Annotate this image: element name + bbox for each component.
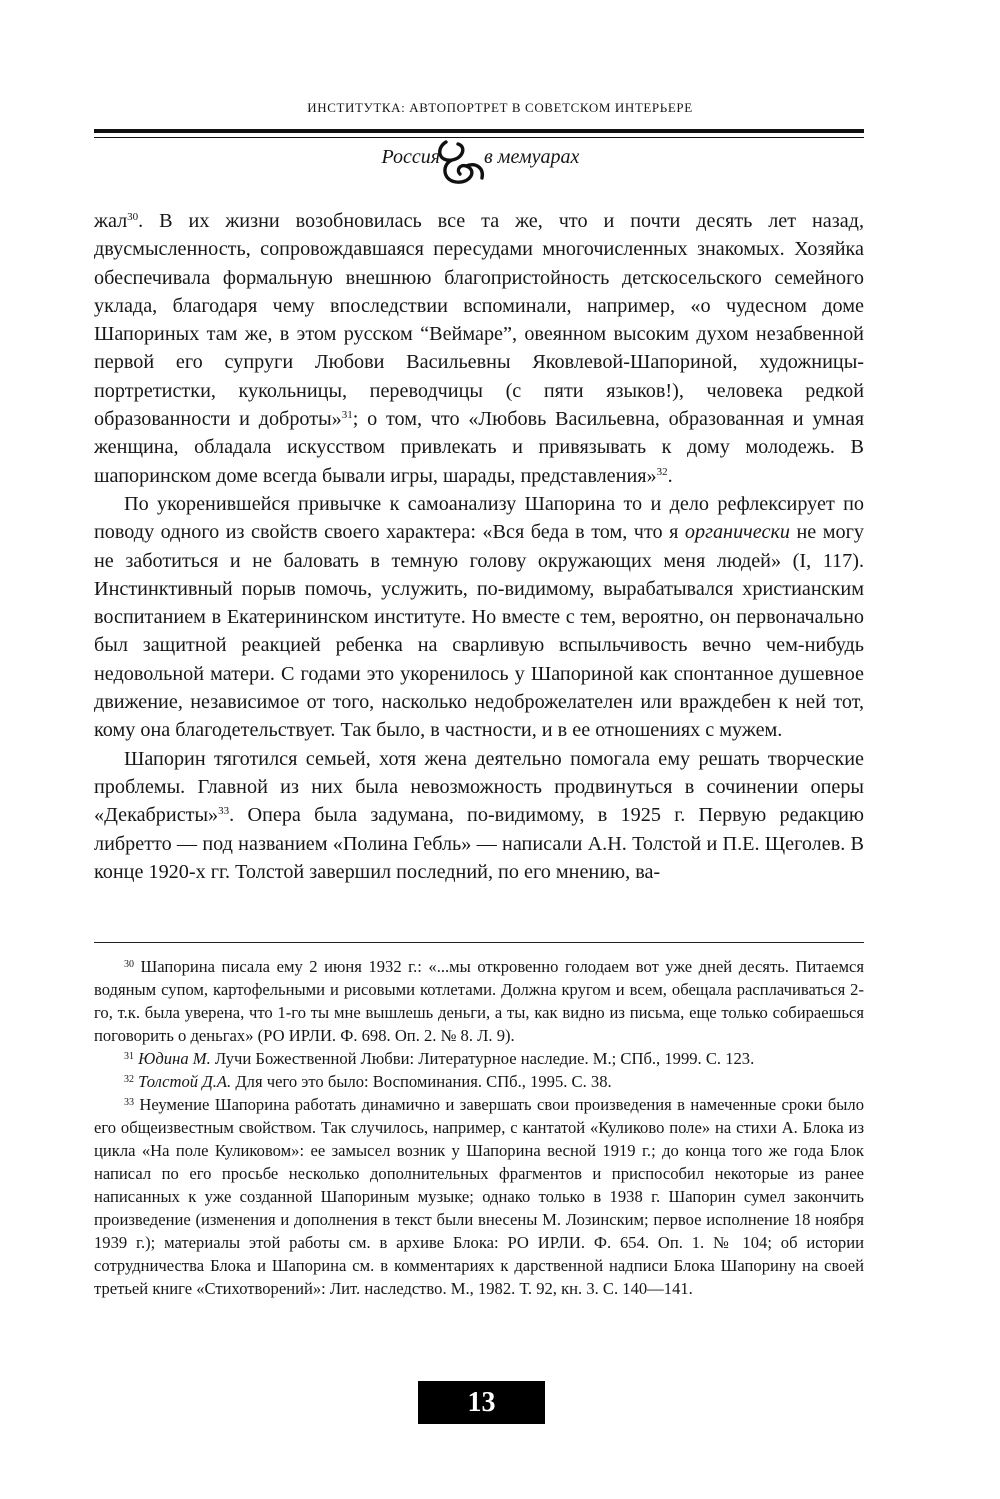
series-title-left: Россия [381,146,440,168]
paragraph-2: По укоренившейся привычке к самоанализу Шапорина то и дело рефлексирует по поводу одного из свойств своего характера: «Вся беда в том, что я органически не могу не заботиться и не баловать в темную голову окружающих меня людей» (I, 117). Инстинктивный порыв помочь, услужить, по-видимому, вырабатывался христианским воспитанием в Екатерининском институте. Но вместе с тем, вероятно, он первоначально был защитной реакцией ребенка на сварливую вспыльчивость вечно чем-нибудь недовольной матери. С годами это укоренилось у Шапориной как спонтанное душевное движение, независимое от того, насколько недоброжелателен или враждебен к ней тот, кому она благодетельствует. Так было, в частности, и в ее отношениях с мужем. [94,492,864,742]
footnote-ref-30[interactable]: 30 [127,211,139,223]
header-rule-thick [94,129,864,133]
paragraph-3: Шапорин тяготился семьей, хотя жена деятельно помогала ему решать творческие проблемы. Главной из них была невозможность продвинуться в сочинении оперы «Декабристы»$^{33}$. Опера была задумана, по-видимому, в 1925 г. Первую редакцию либретто — под названием «Полина Гебль» — написали А.Н. Толстой и П.Е. Щеголев. В конце 1920-х гг. Толстой завершил последний, по его мнению, ва- [94,747,864,883]
footnote-33: $^{33}$ Неумение Шапорина работать динамично и завершать свои произведения в намеченные сроки было его общеизвестным свойством. Так случилось, например, с кантатой «Куликово поле» на стихи А. Блока из цикла «На поле Куликовом»: ее замысел возник у Шапорина весной 1919 г.; до конца того же года Блок написал по его просьбе несколько дополнительных фрагментов и приспособил некоторые из ранее написанных к уже созданной Шапориным музыке; однако только в 1938 г. Шапорин сумел закончить произведение (изменения и дополнения в текст были внесены М. Лозинским; первое исполнение 18 ноября 1939 г.); материалы этой работы см. в архиве Блока: РО ИРЛИ. Ф. 654. Оп. 1. № 104; об истории сотрудничества Блока и Шапорина см. в комментариях к дарственной надписи Блока Шапорину на своей третьей книге «Стихотворений»: Лит. наследство. М., 1982. Т. 92, кн. 3. С. 140—141. [94,1095,864,1298]
main-text [94,207,864,886]
page-number: 13 [418,1381,545,1424]
emphasis-text: органически [684,521,790,544]
running-title: ИНСТИТУТКА: АВТОПОРТРЕТ В СОВЕТСКОМ ИНТЕРЬЕРЕ [307,100,693,115]
footnote-31: $^{31}$ Юдина М. Лучи Божественной Любви: Литературное наследие. М.; СПб., 1999. С. 123. [124,1049,755,1068]
paragraph-1: жал$^{30}$. В их жизни возобновилась все та же, что и почти десять лет назад, двусмысленность, сопровождавшаяся пересудами многочисленных знакомых. Хозяйка обеспечивала формальную внешнюю благопристойность детскосельского семейного уклада, благодаря чему впоследствии вспоминали, например, «о чудесном доме Шапориных там же, в этом русском “Веймаре”, овеянном высоким духом незабвенной первой его супруги Любови Васильевны Яковлевой-Шапориной, художницы-портретистки, кукольницы, переводчицы (с пяти языков!), человека редкой образованности и доброты»$^{31}$; о том, что «Любовь Васильевна, образованная и умная женщина, обладала искусством привлекать и привязывать к дому молодежь. В шапоринском доме всегда бывали игры, шарады, представления»$^{32}$. [94,210,864,487]
footnote-ref-31[interactable]: 31 [341,409,353,422]
footnote-32: $^{32}$ Толстой Д.А. Для чего это было: Воспоминания. СПб., 1995. С. 38. [124,1072,612,1091]
footnote-separator [94,942,864,943]
series-title-right: в мемуарах [484,146,580,168]
footnote-ref-32[interactable]: 32 [656,465,668,478]
footnote-ref-33[interactable]: 33 [218,805,230,818]
footnote-30: $^{30}$ Шапорина писала ему 2 июня 1932 г.: «...мы откровенно голодаем вот уже дней десять. Питаемся водяным супом, картофельными и рисовыми котлетами. Должна кругом и всем, обещала расплачиваться 2-го, т.к. была уверена, что 1-го ты мне вышлешь деньги, а ты, как видно из письма, еще только собираешься поговорить о деньгах» (РО ИРЛИ. Ф. 698. Оп. 2. № 8. Л. 9). [94,957,864,1045]
series-emblem-icon [436,138,488,190]
footnotes [94,955,864,1300]
